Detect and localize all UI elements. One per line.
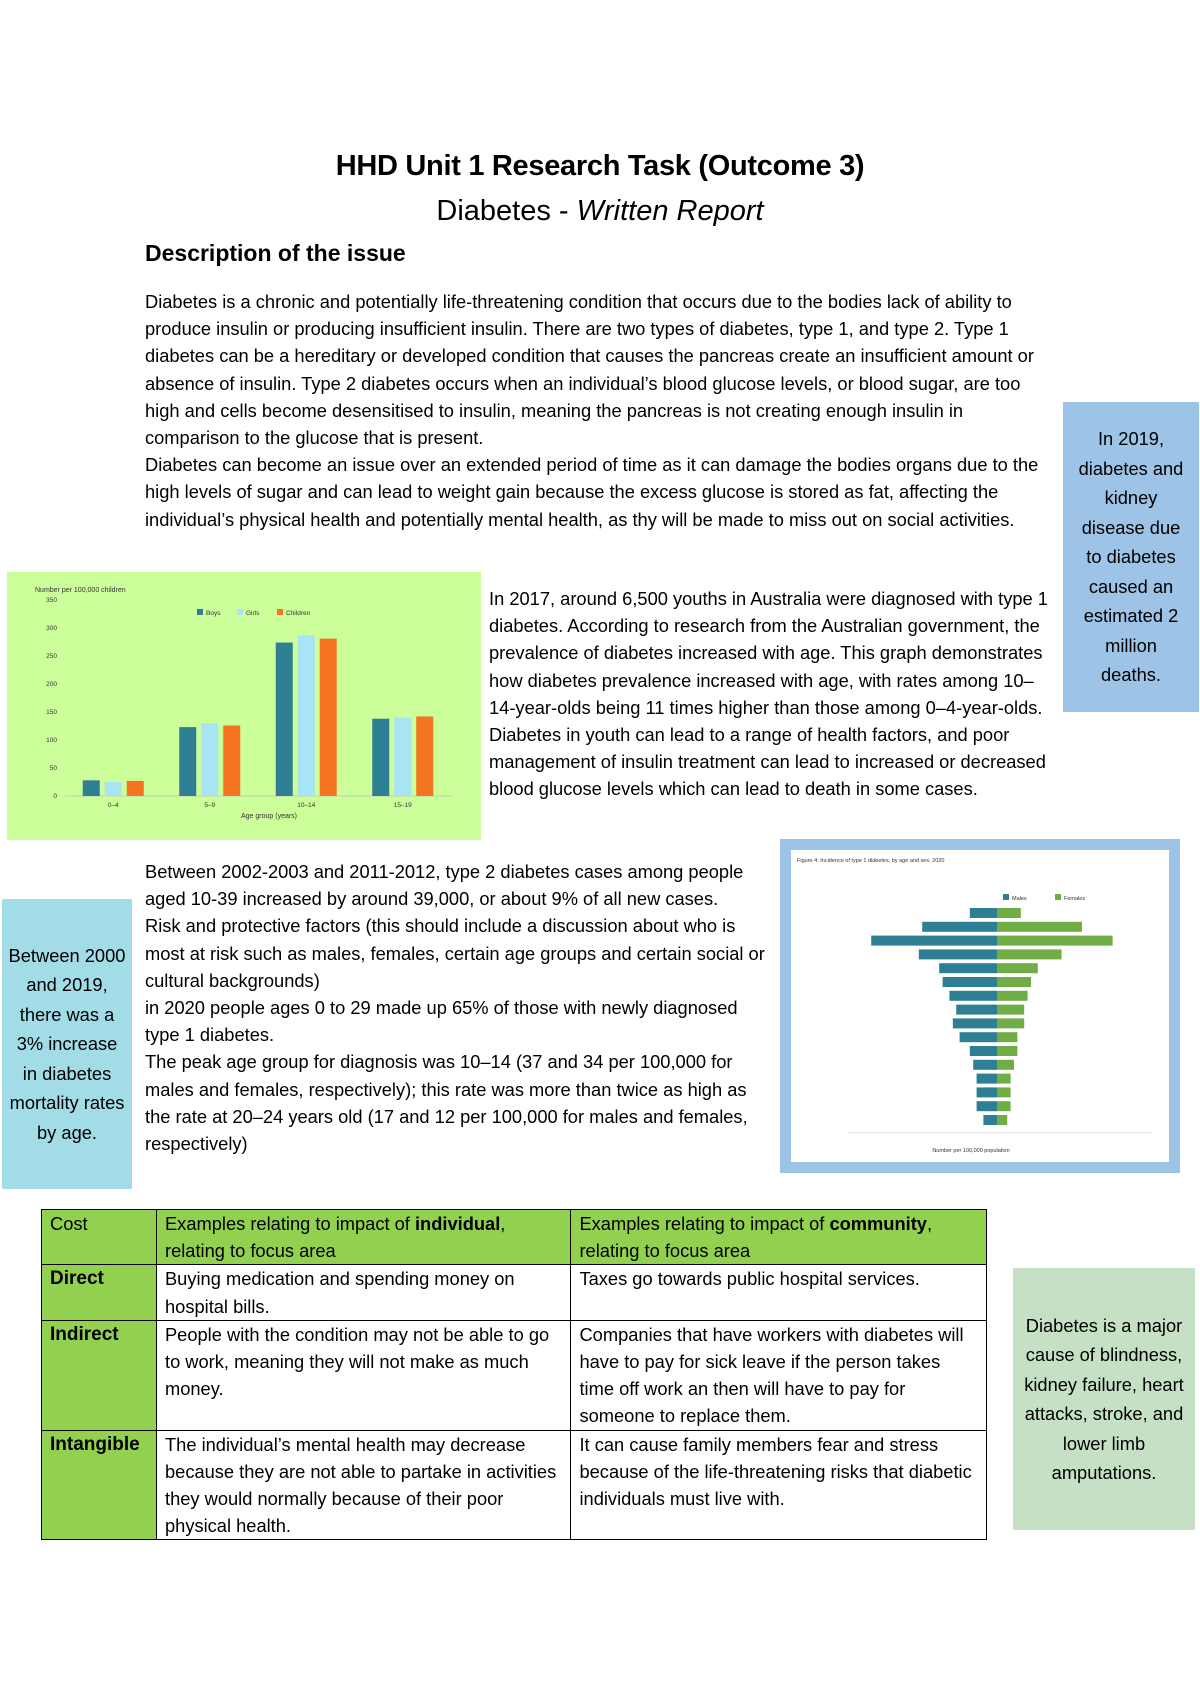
table-cell: It can cause family members fear and stress because of the life-threatening risks that diabetic individuals must live with.	[571, 1430, 987, 1540]
bar-males	[919, 949, 997, 959]
bar-females	[997, 949, 1062, 959]
bar-boys	[179, 727, 196, 796]
bar-males	[939, 963, 997, 973]
y-tick-label: 300	[46, 625, 57, 632]
legend-label: Males	[1012, 896, 1027, 902]
chart-x-label: Age group (years)	[240, 813, 298, 820]
pyramid-chart-svg	[791, 850, 1169, 1162]
table-cell: People with the condition may not be able to go to work, meaning they will not make as much money.	[156, 1320, 570, 1430]
legend-label: Females	[1064, 896, 1086, 902]
bar-females	[997, 1101, 1011, 1111]
individual-header	[156, 1210, 570, 1265]
bar-males	[922, 922, 997, 932]
section-heading: Description of the issue	[145, 240, 406, 266]
bar-boys	[276, 643, 293, 796]
y-tick-label: 150	[46, 709, 57, 716]
table-row	[42, 1265, 987, 1320]
legend-swatch	[197, 609, 203, 615]
cost-table	[41, 1209, 987, 1540]
callout-deaths-2019	[1063, 402, 1199, 712]
bar-females	[997, 1032, 1017, 1042]
x-tick-label: 15–19	[393, 802, 412, 809]
bar-females	[997, 1018, 1024, 1028]
pyramid-title: Figure 4: Incidence of type 1 diabetes, by age and sex, 2020	[797, 858, 945, 864]
row-label-indirect: Indirect	[42, 1320, 157, 1430]
bar-children	[127, 781, 144, 796]
table-cell: Taxes go towards public hospital services.	[571, 1265, 987, 1320]
prevalence-by-age-chart	[7, 572, 481, 840]
bar-females	[997, 963, 1038, 973]
bar-males	[871, 936, 997, 946]
legend-swatch	[1003, 894, 1009, 900]
legend-swatch	[277, 609, 283, 615]
bar-males	[949, 991, 997, 1001]
x-tick-label: 0–4	[107, 802, 119, 809]
legend-swatch	[1055, 894, 1061, 900]
y-tick-label: 50	[49, 765, 57, 772]
type2-paragraph-3: in 2020 people ages 0 to 29 made up 65% of those with newly diagnosed type 1 diabetes.	[145, 997, 738, 1046]
individual-header-post: , relating to focus area	[164, 1213, 506, 1262]
incidence-pyramid-chart	[780, 839, 1180, 1173]
bar-children	[320, 639, 337, 796]
cost-header: Cost	[42, 1210, 157, 1265]
prevalence-chart-svg	[7, 572, 481, 840]
pyramid-x-label: Number per 100,000 population	[932, 1148, 1010, 1154]
bar-males	[953, 1018, 997, 1028]
bar-males	[977, 1087, 997, 1097]
bar-females	[997, 922, 1082, 932]
bar-females	[997, 908, 1021, 918]
y-tick-label: 350	[46, 597, 57, 604]
callout-text: In 2019, diabetes and kidney disease due to diabetes caused an estimated 2 million deaths.	[1078, 428, 1184, 686]
bar-females	[997, 1046, 1017, 1056]
description-text	[145, 288, 1055, 533]
bar-males	[960, 1032, 997, 1042]
type2-paragraph-4: The peak age group for diagnosis was 10–14 (37 and 34 per 100,000 for males and females, respectively); this rate was more than twice as high as the rate at 20–24 years old (17 and 12 per 100,000 for males and females, respectively)	[145, 1051, 748, 1155]
community-header-pre: Examples relating to impact of	[579, 1213, 830, 1234]
table-row	[42, 1430, 987, 1540]
x-tick-label: 10–14	[297, 802, 316, 809]
row-label-direct: Direct	[42, 1265, 157, 1320]
y-tick-label: 100	[46, 737, 57, 744]
subtitle-italic: Written Report	[576, 195, 764, 227]
bar-females	[997, 1115, 1007, 1125]
callout-text: Diabetes is a major cause of blindness, kidney failure, heart attacks, stroke, and lower limb amputations.	[1024, 1314, 1184, 1483]
row-label-intangible: Intangible	[42, 1430, 157, 1540]
description-paragraph-1: Diabetes is a chronic and potentially life-threatening condition that occurs due to the bodies lack of ability to produce insulin or producing insufficient insulin. There are two types of diabetes, type 1, and type 2. Type 1 diabetes can be a hereditary or developed condition that causes the pancreas create an insufficient amount or absence of insulin. Type 2 diabetes occurs when an individual’s blood glucose levels, or blood sugar, are too high and cells become desensitised to insulin, meaning the pancreas is not creating enough insulin in comparison to the glucose that is present.	[145, 291, 1034, 449]
youth-diabetes-text: In 2017, around 6,500 youths in Australia were diagnosed with type 1 diabetes. According to research from the Australian government, the prevalence of diabetes increased with age. This graph demonstrates how diabetes prevalence increased with age, with rates among 10–14-year-olds being 11 times higher than those among 0–4-year-olds. Diabetes in youth can lead to a range of health factors, and poor management of insulin treatment can lead to increased or decreased blood glucose levels which can lead to death in some cases.	[489, 588, 1048, 800]
bar-females	[997, 1087, 1011, 1097]
bar-females	[997, 991, 1028, 1001]
table-cell: Companies that have workers with diabetes will have to pay for sick leave if the person takes time off work an then will have to pay for someone to replace them.	[571, 1320, 987, 1430]
bar-boys	[372, 719, 389, 796]
bar-males	[977, 1101, 997, 1111]
legend-swatch	[237, 609, 243, 615]
individual-header-pre: Examples relating to impact of	[164, 1213, 415, 1234]
table-cell: Buying medication and spending money on hospital bills.	[156, 1265, 570, 1320]
legend-label: Boys	[206, 610, 221, 617]
community-header-post: , relating to focus area	[579, 1213, 933, 1262]
table-cell: The individual’s mental health may decrease because they are not able to partake in activities they would normally because of their poor physical health.	[156, 1430, 570, 1540]
legend-label: Children	[286, 610, 311, 617]
callout-complications	[1013, 1268, 1195, 1530]
document-title: HHD Unit 1 Research Task (Outcome 3)	[335, 150, 865, 182]
bar-males	[973, 1060, 997, 1070]
y-tick-label: 250	[46, 653, 57, 660]
document-subtitle	[0, 195, 1200, 228]
individual-header-bold: individual	[414, 1213, 501, 1234]
bar-girls	[394, 718, 411, 796]
subtitle-main: Diabetes -	[436, 195, 577, 227]
bar-boys	[83, 780, 100, 796]
bar-females	[997, 977, 1031, 987]
bar-males	[943, 977, 997, 987]
type2-paragraph-2: Risk and protective factors (this should include a discussion about who is most at risk such as males, females, certain age groups and certain social or cultural backgrounds)	[145, 915, 765, 991]
callout-mortality-increase	[2, 899, 132, 1189]
bar-males	[956, 1005, 997, 1015]
bar-females	[997, 1074, 1011, 1084]
bar-girls	[105, 782, 122, 796]
y-tick-label: 0	[53, 793, 57, 800]
cost-table-header-row	[42, 1210, 987, 1265]
table-row	[42, 1320, 987, 1430]
callout-text: Between 2000 and 2019, there was a 3% increase in diabetes mortality rates by age.	[8, 944, 126, 1143]
bar-females	[997, 1060, 1014, 1070]
bar-children	[223, 725, 240, 796]
bar-males	[970, 908, 997, 918]
x-tick-label: 5–9	[204, 802, 216, 809]
bar-males	[977, 1074, 997, 1084]
bar-girls	[298, 635, 315, 796]
community-header-bold: community	[829, 1213, 927, 1234]
chart-y-label: Number per 100,000 children	[35, 587, 126, 594]
bar-children	[416, 716, 433, 796]
y-tick-label: 200	[46, 681, 57, 688]
community-header	[571, 1210, 987, 1265]
description-paragraph-2: Diabetes can become an issue over an extended period of time as it can damage the bodies organs due to the high levels of sugar and can lead to weight gain because the excess glucose is stored as fat, affecting the individual’s physical health and potentially mental health, as thy will be made to miss out on social activities.	[145, 454, 1039, 530]
type2-text-block	[145, 858, 775, 1157]
legend-label: Girls	[246, 610, 260, 617]
type2-paragraph-1: Between 2002-2003 and 2011-2012, type 2 diabetes cases among people aged 10-39 increased by around 39,000, or about 9% of all new cases.	[145, 861, 744, 910]
bar-girls	[201, 723, 218, 796]
bar-males	[970, 1046, 997, 1056]
bar-females	[997, 1005, 1024, 1015]
bar-females	[997, 936, 1113, 946]
bar-males	[983, 1115, 997, 1125]
